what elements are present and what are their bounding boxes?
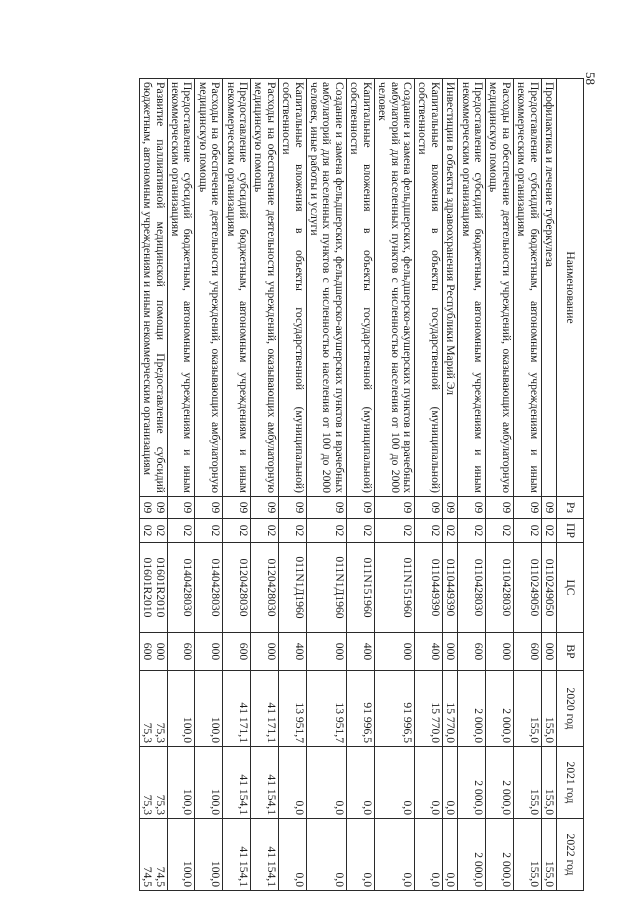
header-2020: 2020 год xyxy=(557,671,584,747)
cell-2021 xyxy=(306,747,346,819)
cell-name: Инвестиции в объекты здравоохранения Республики Марий Эл xyxy=(442,79,457,497)
cell-2020-value: 13 951,7 xyxy=(332,702,346,743)
cell-vr-value: 600 xyxy=(471,642,485,661)
cell-2020-value: 100,0 xyxy=(181,716,195,743)
cell-vr-value: 400 xyxy=(360,642,374,661)
cell-cs xyxy=(195,543,223,633)
cell-2022-value: 74,5 xyxy=(141,866,155,887)
cell-2022-value: 0,0 xyxy=(360,872,374,887)
cell-cs-value: 011N1Д1960 xyxy=(332,556,346,619)
cell-vr xyxy=(278,633,306,671)
cell-rz-value: 09 xyxy=(141,501,155,514)
cell-2022-value: 2 000,0 xyxy=(471,852,485,887)
cell-rz xyxy=(374,497,414,519)
cell-2020 xyxy=(139,671,167,747)
cell-2022 xyxy=(251,819,279,891)
budget-table xyxy=(139,78,584,891)
cell-cs xyxy=(513,543,541,633)
cell-vr-value: 000 xyxy=(400,642,414,661)
cell-2020 xyxy=(414,671,442,747)
cell-2022-value: 100,0 xyxy=(209,860,223,887)
cell-2020-value: 13 951,7 xyxy=(292,702,306,743)
table-row xyxy=(306,79,346,891)
cell-name: Создание и замена фельдшерских, фельдшерско-акушерских пунктов и врачебных амбулаторий для населенных пунктов с численностью населения от 100 до 2000 человек, иные работы и услуги xyxy=(306,79,346,497)
cell-2022-value: 0,0 xyxy=(444,872,458,887)
cell-vr xyxy=(374,633,414,671)
cell-2020-value: 155,0 xyxy=(543,716,556,743)
cell-2021-value: 155,0 xyxy=(543,788,556,815)
cell-vr xyxy=(139,633,167,671)
cell-pr-value: 02 xyxy=(153,524,167,537)
table-row xyxy=(541,79,556,891)
cell-cs xyxy=(167,543,195,633)
cell-2021-value: 41 154,1 xyxy=(264,774,278,815)
table-row xyxy=(374,79,414,891)
cell-cs-value: 01601R2010 xyxy=(153,557,167,618)
cell-cs-value: 0120428030 xyxy=(264,558,278,617)
cell-2022 xyxy=(458,819,486,891)
cell-2021-value: 0,0 xyxy=(400,800,414,815)
cell-rz-value: 09 xyxy=(444,501,458,514)
cell-2020-value: 91 996,5 xyxy=(360,702,374,743)
cell-vr xyxy=(167,633,195,671)
cell-2020 xyxy=(195,671,223,747)
cell-rz-value: 09 xyxy=(499,501,513,514)
cell-name: Предоставление субсидий бюджетным, автономным учреждениям и иным некоммерческим организациям xyxy=(167,79,195,497)
table-row xyxy=(223,79,251,891)
cell-2021 xyxy=(458,747,486,819)
cell-cs-value: 0110449390 xyxy=(444,558,458,617)
header-vr: ВР xyxy=(557,633,584,671)
header-cs: ЦС xyxy=(557,543,584,633)
cell-cs-value: 011N151960 xyxy=(400,557,414,618)
cell-pr xyxy=(346,519,374,543)
cell-2020 xyxy=(442,671,457,747)
cell-rz xyxy=(414,497,442,519)
cell-pr xyxy=(306,519,346,543)
cell-cs xyxy=(414,543,442,633)
cell-vr xyxy=(251,633,279,671)
cell-2021 xyxy=(139,747,167,819)
cell-pr xyxy=(513,519,541,543)
cell-2022-value: 0,0 xyxy=(400,872,414,887)
cell-cs xyxy=(346,543,374,633)
table-row xyxy=(513,79,541,891)
cell-2021-value: 75,3 xyxy=(153,794,167,815)
header-pr: ПР xyxy=(557,519,584,543)
cell-2020 xyxy=(541,671,556,747)
table-row xyxy=(442,79,457,891)
cell-pr xyxy=(458,519,486,543)
cell-rz xyxy=(346,497,374,519)
cell-2021 xyxy=(223,747,251,819)
cell-2022-value: 0,0 xyxy=(332,872,346,887)
cell-2022 xyxy=(278,819,306,891)
cell-vr-value: 000 xyxy=(499,642,513,661)
cell-2021-value: 0,0 xyxy=(332,800,346,815)
cell-2020 xyxy=(251,671,279,747)
cell-vr xyxy=(442,633,457,671)
cell-rz xyxy=(485,497,513,519)
cell-2020 xyxy=(458,671,486,747)
cell-name: Капитальные вложения в объекты государственной (муниципальной) собственности xyxy=(414,79,442,497)
cell-vr-value: 000 xyxy=(209,642,223,661)
cell-rz-value: 09 xyxy=(264,501,278,514)
cell-pr xyxy=(223,519,251,543)
cell-2021-value: 0,0 xyxy=(292,800,306,815)
cell-2022 xyxy=(374,819,414,891)
cell-name: Расходы на обеспечение деятельности учреждений, оказывающих амбулаторную медицинскую помощь xyxy=(485,79,513,497)
cell-rz xyxy=(251,497,279,519)
cell-rz xyxy=(167,497,195,519)
cell-2021-value: 41 154,1 xyxy=(237,774,251,815)
cell-rz xyxy=(139,497,167,519)
cell-2020-value: 41 171,1 xyxy=(237,702,251,743)
cell-2021-value: 2 000,0 xyxy=(471,780,485,815)
cell-pr xyxy=(442,519,457,543)
cell-2020-value: 2 000,0 xyxy=(499,708,513,743)
cell-pr-value: 02 xyxy=(141,524,155,537)
cell-vr xyxy=(346,633,374,671)
cell-vr-value: 000 xyxy=(543,642,556,661)
cell-pr-value: 02 xyxy=(332,524,346,537)
cell-vr-value: 000 xyxy=(264,642,278,661)
cell-rz-value: 09 xyxy=(292,501,306,514)
cell-rz xyxy=(442,497,457,519)
cell-cs xyxy=(306,543,346,633)
cell-vr-value: 600 xyxy=(181,642,195,661)
cell-rz-value: 09 xyxy=(400,501,414,514)
cell-2021 xyxy=(374,747,414,819)
cell-rz-value: 09 xyxy=(360,501,374,514)
cell-2022-value: 0,0 xyxy=(428,872,442,887)
cell-name: Капитальные вложения в объекты государственной (муниципальной) собственности xyxy=(346,79,374,497)
cell-2020-value: 75,3 xyxy=(153,722,167,743)
cell-2020 xyxy=(485,671,513,747)
header-rz: Рз xyxy=(557,497,584,519)
table-row xyxy=(414,79,442,891)
cell-2021 xyxy=(278,747,306,819)
cell-2020-value: 75,3 xyxy=(141,722,155,743)
cell-name: Предоставление субсидий бюджетным, автономным учреждениям и иным некоммерческим организациям xyxy=(458,79,486,497)
cell-vr xyxy=(223,633,251,671)
cell-pr xyxy=(195,519,223,543)
cell-2022-value: 41 154,1 xyxy=(264,846,278,887)
cell-2022 xyxy=(223,819,251,891)
header-2021: 2021 год xyxy=(557,747,584,819)
cell-rz xyxy=(513,497,541,519)
cell-pr xyxy=(541,519,556,543)
cell-pr xyxy=(251,519,279,543)
cell-2020 xyxy=(167,671,195,747)
cell-pr-value: 02 xyxy=(471,524,485,537)
cell-2022-value: 155,0 xyxy=(527,860,541,887)
cell-2021 xyxy=(541,747,556,819)
cell-rz xyxy=(278,497,306,519)
cell-pr-value: 02 xyxy=(444,524,458,537)
cell-2022 xyxy=(306,819,346,891)
cell-vr-value: 400 xyxy=(428,642,442,661)
cell-name: Предоставление субсидий бюджетным, автономным учреждениям и иным некоммерческим организациям xyxy=(513,79,541,497)
cell-cs-value: 0110249050 xyxy=(527,558,541,617)
cell-cs-value: 0140428030 xyxy=(181,558,195,617)
cell-vr-value: 600 xyxy=(527,642,541,661)
cell-2022 xyxy=(139,819,167,891)
cell-rz-value: 09 xyxy=(237,501,251,514)
cell-rz xyxy=(223,497,251,519)
cell-2021 xyxy=(167,747,195,819)
cell-cs-value: 01601R2010 xyxy=(141,557,155,618)
cell-rz-value: 09 xyxy=(428,501,442,514)
cell-pr-value: 02 xyxy=(527,524,541,537)
cell-2021-value: 75,3 xyxy=(141,794,155,815)
cell-2021-value: 0,0 xyxy=(360,800,374,815)
cell-rz-value: 09 xyxy=(543,501,556,514)
cell-vr xyxy=(306,633,346,671)
cell-cs xyxy=(541,543,556,633)
cell-rz-value: 09 xyxy=(181,501,195,514)
cell-cs xyxy=(223,543,251,633)
cell-rz-value: 09 xyxy=(527,501,541,514)
cell-pr xyxy=(374,519,414,543)
cell-pr-value: 02 xyxy=(209,524,223,537)
cell-2022 xyxy=(346,819,374,891)
cell-cs xyxy=(251,543,279,633)
cell-2022 xyxy=(414,819,442,891)
cell-pr-value: 02 xyxy=(264,524,278,537)
cell-2020 xyxy=(346,671,374,747)
cell-2022-value: 155,0 xyxy=(543,860,556,887)
cell-vr-value: 000 xyxy=(153,642,167,661)
cell-2020-value: 91 996,5 xyxy=(400,702,414,743)
table-row xyxy=(485,79,513,891)
page-number: 58 xyxy=(583,72,598,85)
cell-cs-value: 0140428030 xyxy=(209,558,223,617)
cell-pr xyxy=(167,519,195,543)
cell-name: Расходы на обеспечение деятельности учреждений, оказывающих амбулаторную медицинскую помощь xyxy=(251,79,279,497)
cell-cs xyxy=(442,543,457,633)
cell-2021 xyxy=(346,747,374,819)
cell-vr xyxy=(485,633,513,671)
cell-cs-value: 011N1Д1960 xyxy=(292,556,306,619)
cell-2020-value: 15 770,0 xyxy=(444,702,458,743)
cell-rz xyxy=(541,497,556,519)
cell-cs xyxy=(278,543,306,633)
cell-vr-value: 600 xyxy=(237,642,251,661)
cell-2022-value: 2 000,0 xyxy=(499,852,513,887)
cell-vr xyxy=(195,633,223,671)
cell-cs xyxy=(139,543,167,633)
cell-pr-value: 02 xyxy=(499,524,513,537)
cell-2020 xyxy=(278,671,306,747)
cell-cs xyxy=(374,543,414,633)
cell-vr xyxy=(458,633,486,671)
cell-rz-value: 09 xyxy=(209,501,223,514)
rotated-table-page xyxy=(84,78,584,890)
cell-2021-value: 0,0 xyxy=(444,800,458,815)
cell-vr-value: 000 xyxy=(332,642,346,661)
cell-2020 xyxy=(223,671,251,747)
cell-pr-value: 02 xyxy=(400,524,414,537)
cell-2022-value: 41 154,1 xyxy=(237,846,251,887)
cell-2021 xyxy=(442,747,457,819)
cell-pr-value: 02 xyxy=(292,524,306,537)
cell-pr-value: 02 xyxy=(543,524,556,537)
cell-rz xyxy=(195,497,223,519)
cell-rz-value: 09 xyxy=(471,501,485,514)
table-row xyxy=(139,79,167,891)
cell-cs-value: 0110428030 xyxy=(471,558,485,617)
cell-2021 xyxy=(513,747,541,819)
cell-name: Создание и замена фельдшерских, фельдшерско-акушерских пунктов и врачебных амбулаторий для населенных пунктов с численностью населения от 100 до 2000 человек xyxy=(374,79,414,497)
cell-rz xyxy=(458,497,486,519)
cell-2020-value: 155,0 xyxy=(527,716,541,743)
cell-2021-value: 2 000,0 xyxy=(499,780,513,815)
table-body xyxy=(139,79,556,891)
cell-vr xyxy=(541,633,556,671)
cell-name: Развитие паллиативной медицинской помощи Предоставление субсидий бюджетным, автономным учреждениям и иным некоммерческим организациям xyxy=(139,79,167,497)
cell-2021 xyxy=(195,747,223,819)
cell-vr-value: 600 xyxy=(141,642,155,661)
table-row xyxy=(458,79,486,891)
table-header-row xyxy=(557,79,584,891)
cell-2022-value: 74,5 xyxy=(153,866,167,887)
cell-rz-value: 09 xyxy=(332,501,346,514)
cell-2020 xyxy=(513,671,541,747)
cell-vr-value: 000 xyxy=(444,642,458,661)
cell-2021-value: 100,0 xyxy=(209,788,223,815)
cell-2020 xyxy=(306,671,346,747)
cell-2022 xyxy=(485,819,513,891)
cell-cs xyxy=(458,543,486,633)
cell-2021-value: 155,0 xyxy=(527,788,541,815)
cell-2020-value: 100,0 xyxy=(209,716,223,743)
cell-vr xyxy=(513,633,541,671)
cell-name: Профилактика и лечение туберкулеза xyxy=(541,79,556,497)
cell-2021 xyxy=(485,747,513,819)
table-row xyxy=(167,79,195,891)
cell-2021 xyxy=(251,747,279,819)
cell-vr-value: 400 xyxy=(292,642,306,661)
cell-pr xyxy=(278,519,306,543)
cell-pr-value: 02 xyxy=(428,524,442,537)
cell-2021 xyxy=(414,747,442,819)
cell-vr xyxy=(414,633,442,671)
cell-cs-value: 0110449390 xyxy=(428,558,442,617)
table-row xyxy=(251,79,279,891)
cell-pr-value: 02 xyxy=(237,524,251,537)
cell-2022 xyxy=(167,819,195,891)
cell-2020-value: 41 171,1 xyxy=(264,702,278,743)
cell-2022 xyxy=(442,819,457,891)
cell-name: Расходы на обеспечение деятельности учреждений, оказывающих амбулаторную медицинскую помощь xyxy=(195,79,223,497)
cell-2021-value: 100,0 xyxy=(181,788,195,815)
header-name: Наименование xyxy=(557,79,584,497)
cell-pr xyxy=(485,519,513,543)
cell-cs-value: 0110249050 xyxy=(543,558,556,617)
cell-pr xyxy=(139,519,167,543)
cell-2021-value: 0,0 xyxy=(428,800,442,815)
cell-cs-value: 0110428030 xyxy=(499,558,513,617)
cell-2020 xyxy=(374,671,414,747)
cell-2022 xyxy=(541,819,556,891)
cell-cs-value: 011N151960 xyxy=(360,557,374,618)
cell-name: Капитальные вложения в объекты государственной (муниципальной) собственности xyxy=(278,79,306,497)
cell-2022-value: 0,0 xyxy=(292,872,306,887)
cell-rz xyxy=(306,497,346,519)
cell-rz-value: 09 xyxy=(153,501,167,514)
cell-cs xyxy=(485,543,513,633)
cell-pr xyxy=(414,519,442,543)
cell-pr-value: 02 xyxy=(181,524,195,537)
table-row xyxy=(278,79,306,891)
cell-2022-value: 100,0 xyxy=(181,860,195,887)
table-row xyxy=(195,79,223,891)
cell-name: Предоставление субсидий бюджетным, автономным учреждениям и иным некоммерческим организациям xyxy=(223,79,251,497)
cell-2022 xyxy=(195,819,223,891)
table-row xyxy=(346,79,374,891)
cell-pr-value: 02 xyxy=(360,524,374,537)
header-2022: 2022 год xyxy=(557,819,584,891)
cell-cs-value: 0120428030 xyxy=(237,558,251,617)
cell-2022 xyxy=(513,819,541,891)
cell-2020-value: 15 770,0 xyxy=(428,702,442,743)
cell-2020-value: 2 000,0 xyxy=(471,708,485,743)
